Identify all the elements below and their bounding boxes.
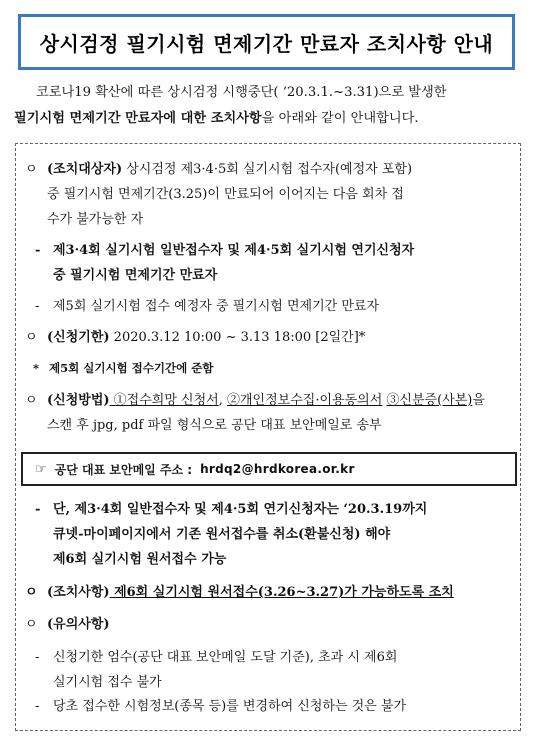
note-star: * — [33, 361, 40, 375]
intro-paragraph — [14, 80, 520, 132]
period-heading: (신청기한) — [47, 330, 110, 345]
caution-section — [25, 612, 110, 637]
dash-mark: - — [35, 650, 40, 665]
action-text: 제6회 실기시험 원서접수(3.26~3.27)가 가능하도록 조치 — [109, 585, 454, 600]
dash-mark: - — [35, 299, 40, 314]
mail-label: 공단 대표 보안메일 주소 : — [54, 462, 193, 477]
sub-item-4 — [35, 645, 397, 695]
bullet-mark: ㅇ — [25, 585, 38, 600]
action-heading: (조치사항) — [47, 585, 110, 600]
doc-application: ①접수희망 신청서 — [109, 393, 219, 408]
target-line-3: 수가 불가능한 자 — [47, 212, 144, 227]
sub-item-3-line-1: 단, 제3·4회 일반접수자 및 제4·5회 연기신청자는 ‘20.3.19까지 — [53, 502, 428, 517]
sub-item-5-line-1: 당초 접수한 시험정보(종목 등)를 변경하여 신청하는 것은 불가 — [53, 699, 407, 714]
bullet-mark: ㅇ — [25, 330, 38, 345]
intro-bold-phrase: 필기시험 면제기간 만료자에 대한 조치사항 — [14, 111, 262, 126]
sub-item-4-line-2: 실기시험 접수 불가 — [53, 675, 162, 690]
mail-address-box — [21, 452, 517, 486]
sub-item-3 — [35, 497, 427, 572]
target-line-2: 중 필기시험 면제기간(3.25)이 만료되어 이어지는 다음 회차 접 — [47, 187, 404, 202]
method-section — [25, 388, 485, 438]
period-text: 2020.3.12 10:00 ~ 3.13 18:00 [2일간]* — [109, 330, 366, 345]
note-text: 제5회 실기시험 접수기간에 준함 — [49, 361, 214, 375]
sub-item-3-line-3: 제6회 실기시험 원서접수 가능 — [53, 552, 227, 567]
sub-item-1-line-2: 중 필기시험 면제기간 만료자 — [53, 268, 218, 283]
bullet-mark: ㅇ — [25, 162, 38, 177]
sub-item-1 — [35, 238, 414, 288]
page-title: 상시검정 필기시험 면제기간 만료자 조치사항 안내 — [39, 31, 494, 56]
sub-item-1-line-1: 제3·4회 실기시험 일반접수자 및 제4·5회 실기시험 연기신청자 — [53, 243, 415, 258]
sub-item-3-line-2: 큐넷-마이페이지에서 기존 원서접수를 취소(환불신청) 해야 — [53, 527, 391, 542]
method-heading: (신청방법) — [47, 393, 110, 408]
sub-item-4-line-1: 신청기한 엄수(공단 대표 보안메일 도달 기준), 초과 시 제6회 — [53, 650, 398, 665]
dash-mark: - — [35, 699, 40, 714]
doc-privacy-consent: ②개인정보수집·이용동의서 — [226, 393, 383, 408]
bullet-mark: ㅇ — [25, 393, 38, 408]
intro-rest: 을 아래와 같이 안내합니다. — [261, 111, 419, 126]
target-heading: (조치대상자) — [47, 162, 123, 177]
intro-line-2 — [14, 106, 520, 132]
period-section — [25, 325, 365, 350]
method-tail: 을 — [472, 393, 485, 408]
intro-line-1: 코로나19 확산에 따른 상시검정 시행중단( ‘20.3.1.~3.31)으로 발생한 — [36, 85, 447, 100]
dash-mark: - — [35, 502, 41, 517]
caution-heading: (유의사항) — [47, 617, 110, 632]
target-section — [25, 157, 412, 232]
period-note — [33, 356, 213, 381]
sub-item-5 — [35, 694, 406, 719]
dash-mark: - — [35, 243, 41, 258]
title-box — [18, 14, 515, 70]
action-section — [25, 580, 454, 605]
pointing-hand-icon: ☞ — [35, 461, 47, 477]
mail-address: hrdq2@hrdkorea.or.kr — [200, 462, 355, 476]
doc-sep-1: , — [218, 393, 227, 408]
doc-id-copy: ③신분증(사본) — [386, 393, 473, 408]
sub-item-2-line-1: 제5회 실기시험 접수 예정자 중 필기시험 면제기간 만료자 — [53, 299, 380, 314]
target-line-1: 상시검정 제3·4·5회 실기시험 접수자(예정자 포함) — [122, 162, 413, 177]
sub-item-2 — [35, 294, 379, 319]
method-line-2: 스캔 후 jpg, pdf 파일 형식으로 공단 대표 보안메일로 송부 — [47, 418, 382, 433]
bullet-mark: ㅇ — [25, 617, 38, 632]
